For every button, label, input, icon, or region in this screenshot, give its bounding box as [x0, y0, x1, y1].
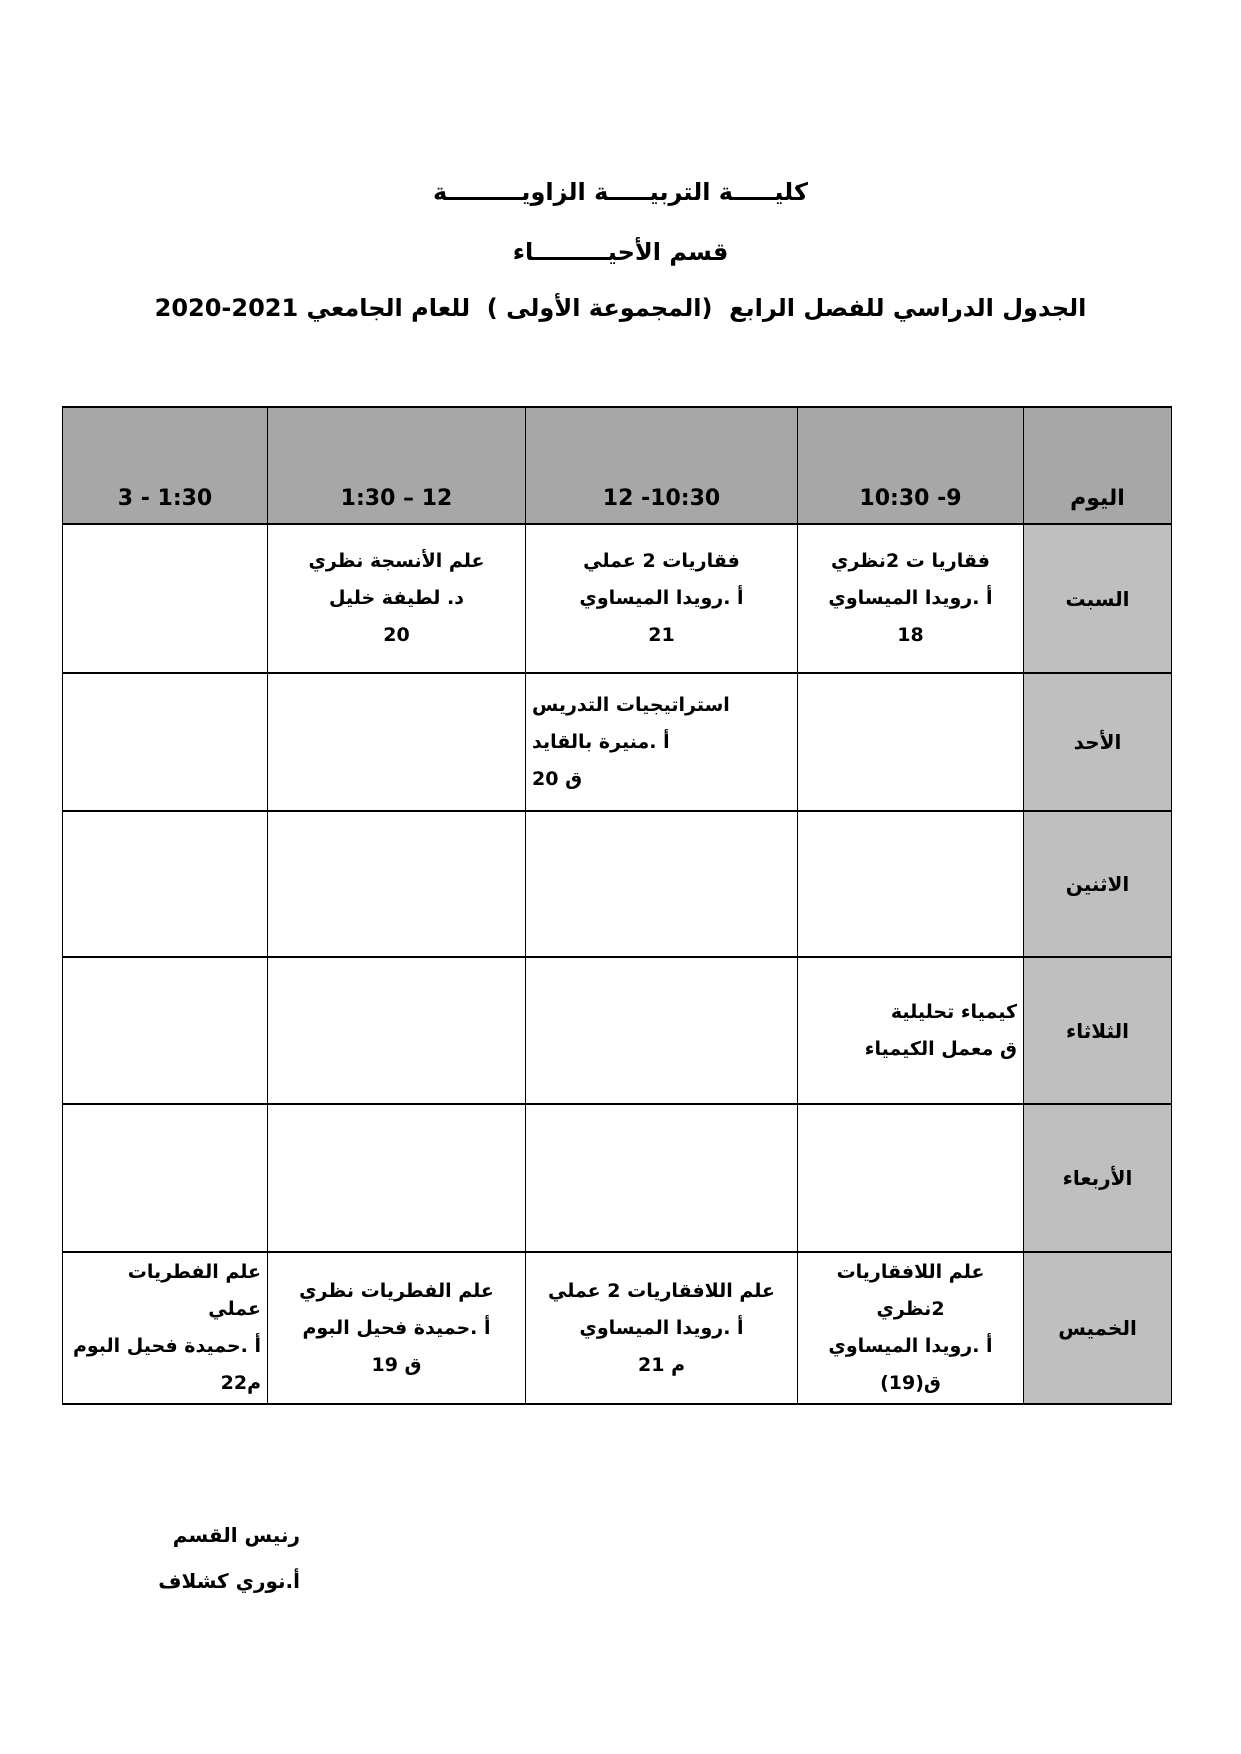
class-cell: [526, 1252, 798, 1404]
cell-line: فقاريات 2 عملي: [583, 550, 740, 572]
department-title: قسم الأحيـــــــــاء: [512, 238, 729, 266]
class-cell: [798, 1252, 1024, 1404]
class-cell: [63, 673, 268, 811]
time-slot-header-2: 10:30- 12: [526, 407, 798, 524]
class-cell: [798, 957, 1024, 1104]
signature-name: أ.نوري كشلاف: [158, 1569, 300, 1593]
cell-line: ق معمل الكيمياء: [864, 1037, 1017, 1060]
class-cell: [798, 673, 1024, 811]
cell-line: علم الفطريات عملي: [127, 1261, 261, 1320]
cell-line: علم الأنسجة نظري: [308, 550, 485, 572]
signature-title: رنيس القسم: [172, 1523, 300, 1547]
class-cell: [63, 524, 268, 673]
cell-line: ق(19): [880, 1372, 941, 1394]
class-cell: [798, 811, 1024, 957]
cell-line: علم اللافقاريات 2 عملي: [547, 1279, 776, 1302]
cell-line: أ .رويدا الميساوي: [828, 1335, 993, 1357]
cell-line: 18: [897, 624, 924, 646]
cell-line: استراتيجيات التدريس: [532, 693, 730, 716]
class-cell: [268, 524, 526, 673]
class-cell: [526, 811, 798, 957]
cell-line: 20: [383, 624, 410, 646]
cell-line: أ .رويدا الميساوي: [579, 587, 744, 609]
cell-line: فقاريا ت 2نظري: [831, 550, 990, 572]
class-cell: [268, 673, 526, 811]
class-cell: [798, 524, 1024, 673]
day-cell: الثلاثاء: [1024, 957, 1172, 1104]
class-cell: [268, 1252, 526, 1404]
signature-block: [158, 1512, 300, 1604]
schedule-table: [62, 406, 1172, 1405]
cell-line: م 21: [638, 1353, 685, 1376]
cell-line: ق 19: [371, 1353, 422, 1376]
cell-line: أ .رويدا الميساوي: [828, 587, 993, 609]
cell-line: ق 20: [532, 767, 583, 790]
day-cell: الاثنين: [1024, 811, 1172, 957]
schedule-body: [63, 524, 1172, 1404]
class-cell: [526, 957, 798, 1104]
cell-line: أ .رويدا الميساوي: [579, 1316, 744, 1339]
day-cell: السبت: [1024, 524, 1172, 673]
time-slot-header-1: 9- 10:30: [798, 407, 1024, 524]
class-cell: [63, 957, 268, 1104]
class-cell: [268, 811, 526, 957]
schedule-row: [63, 1252, 1172, 1404]
cell-line: د. لطيفة خليل: [329, 587, 464, 609]
day-column-header: اليوم: [1024, 407, 1172, 524]
class-cell: [268, 1104, 526, 1252]
class-cell: [63, 811, 268, 957]
cell-line: 21: [648, 624, 675, 646]
class-cell: [526, 673, 798, 811]
cell-line: علم الفطريات نظري: [299, 1279, 494, 1302]
cell-line: علم اللافقاريات 2نظري: [836, 1261, 985, 1320]
class-cell: [798, 1104, 1024, 1252]
header-row: [63, 407, 1172, 524]
cell-line: كيمياء تحليلية: [890, 1000, 1017, 1023]
schedule-row: [63, 811, 1172, 957]
cell-line: م22: [220, 1372, 261, 1394]
day-cell: الأحد: [1024, 673, 1172, 811]
class-cell: [526, 524, 798, 673]
schedule-row: [63, 524, 1172, 673]
day-cell: الأربعاء: [1024, 1104, 1172, 1252]
schedule-row: [63, 673, 1172, 811]
time-slot-header-4: 1:30 - 3: [63, 407, 268, 524]
class-cell: [526, 1104, 798, 1252]
cell-line: أ .حميدة فحيل البوم: [72, 1335, 261, 1357]
cell-line: أ .حميدة فحيل البوم: [302, 1316, 491, 1339]
class-cell: [63, 1104, 268, 1252]
time-slot-header-3: 12 – 1:30: [268, 407, 526, 524]
cell-line: أ .منيرة بالقايد: [532, 730, 670, 753]
class-cell: [63, 1252, 268, 1404]
schedule-row: [63, 957, 1172, 1104]
college-title: كليـــــة التربيـــــة الزاويـــــــــة: [433, 178, 808, 206]
day-cell: الخميس: [1024, 1252, 1172, 1404]
schedule-row: [63, 1104, 1172, 1252]
schedule-title: الجدول الدراسي للفصل الرابع (المجموعة الأولى ) للعام الجامعي 2021-2020: [154, 294, 1087, 322]
class-cell: [268, 957, 526, 1104]
